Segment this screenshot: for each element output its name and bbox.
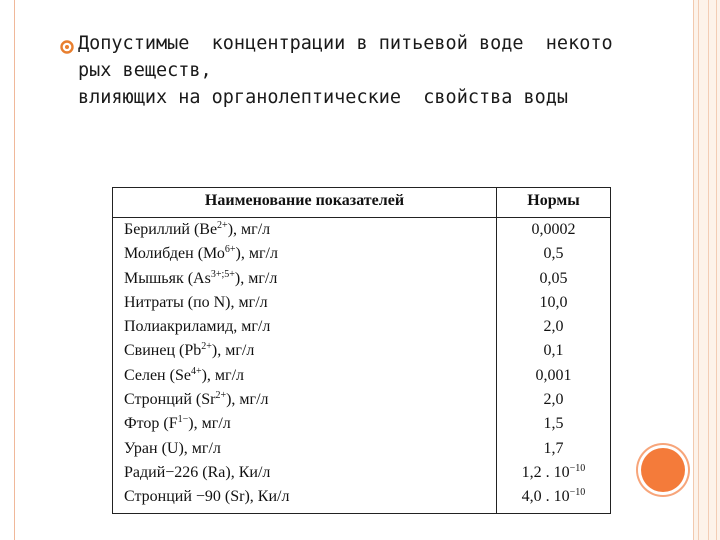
row-name: Радий−226 (Ra), Ки/л	[124, 463, 271, 481]
frame-left-line	[14, 0, 16, 540]
heading-line-1: Допустимые концентрации в питьевой воде некото	[78, 33, 613, 54]
table-row	[113, 391, 610, 415]
orange-circle-dot	[641, 448, 685, 492]
table-row	[113, 318, 610, 342]
row-norm: 2,0	[543, 391, 564, 409]
table-row	[113, 270, 610, 294]
row-norm: 1,5	[543, 415, 564, 433]
table-row	[113, 221, 610, 245]
table-body	[113, 221, 610, 513]
header-norms: Нормы	[527, 192, 580, 209]
row-norm: 1,2 . $10^{-10}$	[521, 462, 586, 481]
frame-right-line	[708, 0, 709, 540]
table-row	[113, 464, 610, 488]
table-row	[113, 440, 610, 464]
row-norm: 0,0002	[531, 221, 576, 238]
row-norm: 1,7	[543, 439, 564, 457]
row-name: Стронций −90 (Sr), Ки/л	[124, 488, 290, 506]
bullet-icon	[60, 40, 74, 54]
row-name: Уран (U), мг/л	[124, 439, 221, 457]
table-header-row	[113, 188, 610, 218]
row-name: Полиакриламид, мг/л	[124, 318, 271, 336]
row-norm: 0,1	[543, 342, 564, 360]
row-norm: 0,05	[539, 269, 568, 287]
row-norm: 0,001	[535, 366, 572, 384]
row-name: Свинец $(Pb^{2+})$, мг/л	[124, 341, 255, 360]
slide-heading	[78, 30, 688, 111]
row-name: Фтор $(F^{1-})$, мг/л	[124, 414, 231, 433]
row-norm: 4,0 . $10^{-10}$	[521, 487, 586, 506]
heading-line-2: рых веществ,	[78, 60, 212, 81]
table-row	[113, 294, 610, 318]
row-norm: 2,0	[543, 318, 564, 336]
frame-right-line	[716, 0, 717, 540]
norms-table	[112, 187, 611, 514]
table-row	[113, 245, 610, 269]
row-name: Нитраты (по N), мг/л	[124, 293, 268, 311]
table-row	[113, 367, 610, 391]
row-name: Мышьяк $(As^{3+;5+})$, мг/л	[124, 268, 278, 287]
row-name: Стронций $(Sr^{2+})$, мг/л	[124, 390, 269, 409]
table-row	[113, 342, 610, 366]
row-name: Бериллий $(Ве^{2+})$, мг/л	[124, 220, 271, 238]
row-norm: 0,5	[543, 245, 564, 263]
heading-line-3: влияющих на органолептические свойства воды	[78, 87, 569, 108]
table-row	[113, 488, 610, 512]
row-norm: 10,0	[539, 293, 568, 311]
table-row	[113, 415, 610, 439]
header-indicator-name: Наименование показателей	[204, 192, 405, 209]
frame-right-line	[698, 0, 699, 540]
row-name: Селен $(Se^{4+})$, мг/л	[124, 365, 245, 384]
row-name: Молибден $(Мо^{6+})$, мг/л	[124, 244, 278, 263]
